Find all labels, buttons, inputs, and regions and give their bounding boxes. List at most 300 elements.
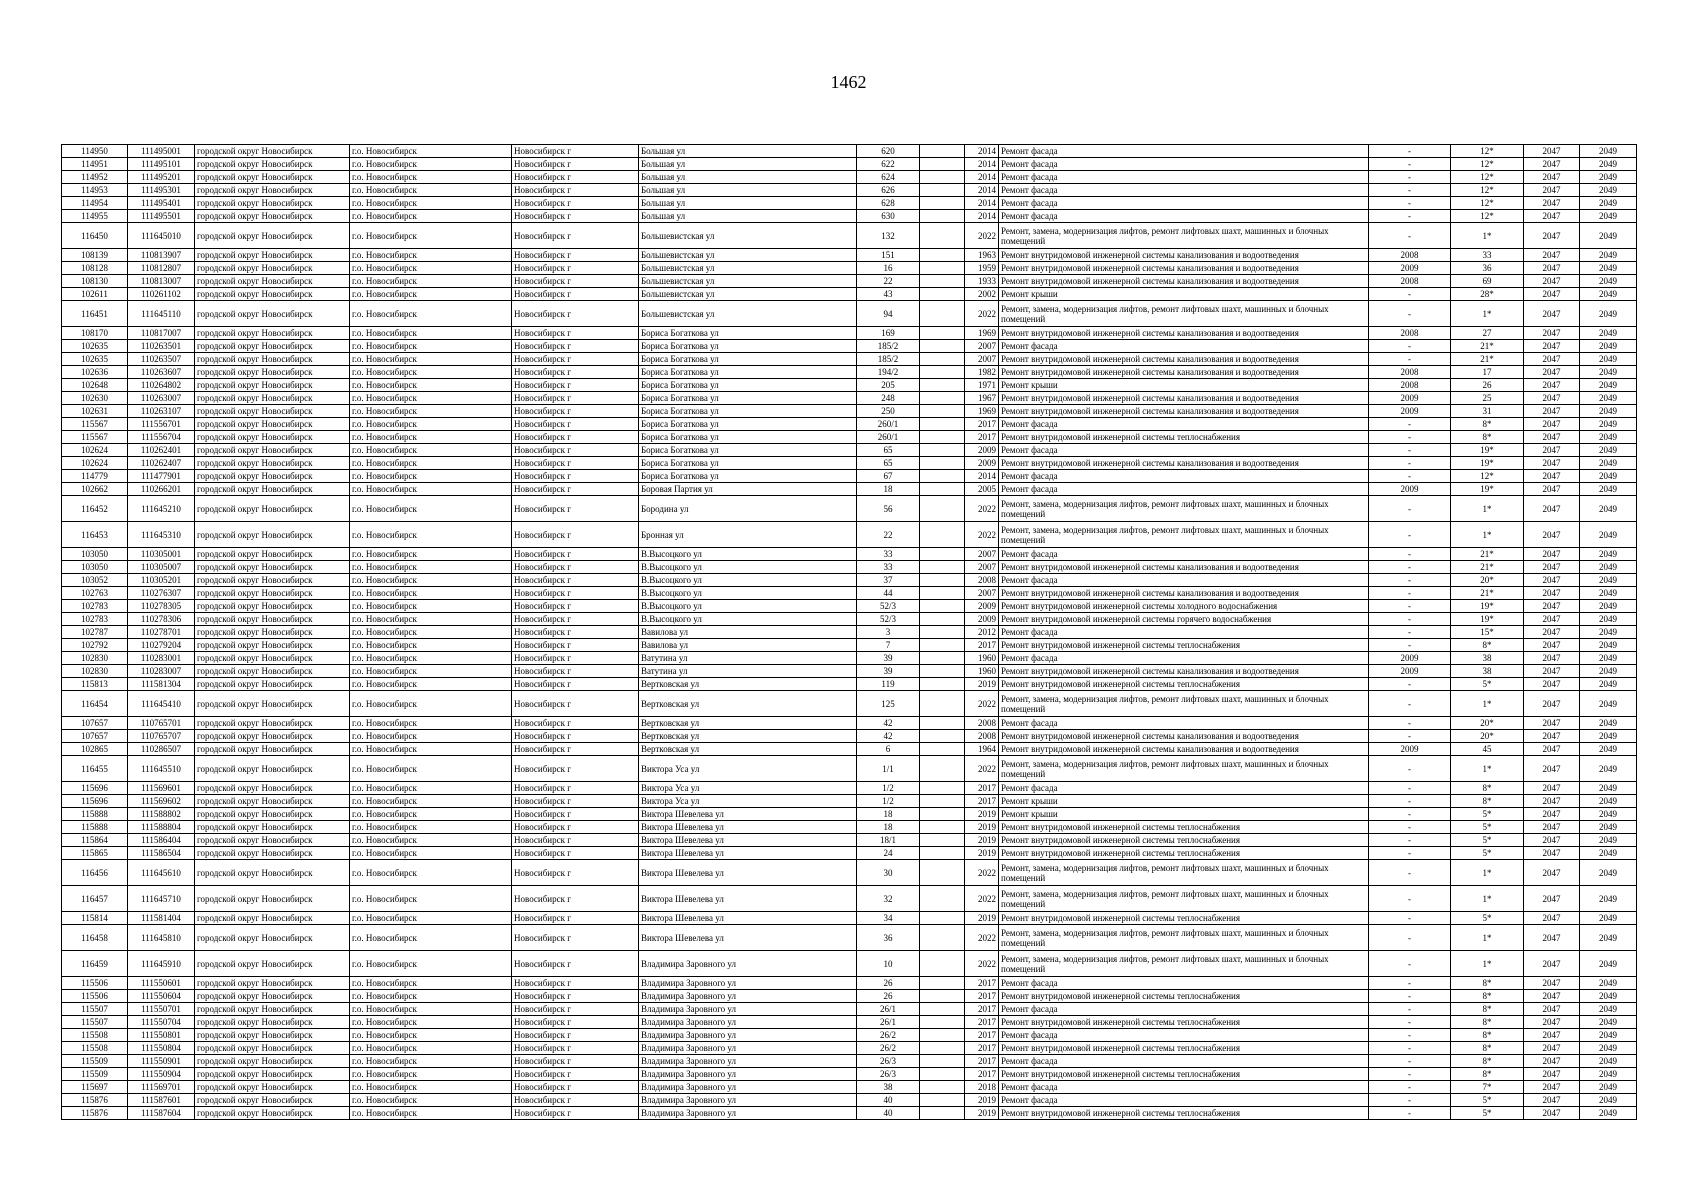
start-year-cell: 2047 <box>1524 795 1580 808</box>
city-cell: Новосибирск г <box>512 470 639 483</box>
house-number-cell: 18 <box>857 483 920 496</box>
building-cell <box>920 691 965 717</box>
street-cell: Владимира Заровного ул <box>639 1042 857 1055</box>
work-type-cell: Ремонт фасада <box>999 548 1369 561</box>
wear-cell: 5* <box>1451 678 1524 691</box>
start-year-cell: 2047 <box>1524 886 1580 912</box>
street-cell: Виктора Шевелева ул <box>639 808 857 821</box>
last-repair-year-cell: - <box>1369 184 1451 197</box>
start-year-cell: 2047 <box>1524 1068 1580 1081</box>
house-number-cell: 56 <box>857 496 920 522</box>
year-cell: 2019 <box>965 821 999 834</box>
work-type-cell: Ремонт внутридомовой инженерной системы канализования и водоотведения <box>999 457 1369 470</box>
table-row <box>62 1029 1637 1042</box>
year-cell: 2019 <box>965 847 999 860</box>
city-cell: Новосибирск г <box>512 1094 639 1107</box>
city-cell: Новосибирск г <box>512 457 639 470</box>
end-year-cell: 2049 <box>1580 340 1637 353</box>
district-cell: г.о. Новосибирск <box>350 483 512 496</box>
house-number-cell: 36 <box>857 925 920 951</box>
work-type-cell: Ремонт фасада <box>999 483 1369 496</box>
start-year-cell: 2047 <box>1524 1016 1580 1029</box>
city-cell: Новосибирск г <box>512 1042 639 1055</box>
house-number-cell: 24 <box>857 847 920 860</box>
municipality-cell: городской округ Новосибирск <box>195 301 350 327</box>
last-repair-year-cell: - <box>1369 951 1451 977</box>
building-cell <box>920 158 965 171</box>
district-cell: г.о. Новосибирск <box>350 1094 512 1107</box>
street-cell: Большевистская ул <box>639 275 857 288</box>
last-repair-year-cell: - <box>1369 782 1451 795</box>
work-type-cell: Ремонт, замена, модернизация лифтов, ремонт лифтовых шахт, машинных и блочных помещений <box>999 756 1369 782</box>
street-cell: В.Высоцкого ул <box>639 587 857 600</box>
start-year-cell: 2047 <box>1524 392 1580 405</box>
table-row <box>62 1081 1637 1094</box>
municipality-cell: городской округ Новосибирск <box>195 951 350 977</box>
street-cell: Владимира Заровного ул <box>639 1068 857 1081</box>
year-cell: 2014 <box>965 184 999 197</box>
house-number-cell: 260/1 <box>857 431 920 444</box>
house-number-cell: 40 <box>857 1107 920 1120</box>
start-year-cell: 2047 <box>1524 418 1580 431</box>
street-cell: Бориса Богаткова ул <box>639 379 857 392</box>
work-type-cell: Ремонт фасада <box>999 210 1369 223</box>
year-cell: 2017 <box>965 795 999 808</box>
house-id-cell: 115888 <box>62 808 128 821</box>
record-id-cell: 111550901 <box>128 1055 195 1068</box>
house-number-cell: 132 <box>857 223 920 249</box>
table-row <box>62 249 1637 262</box>
municipality-cell: городской округ Новосибирск <box>195 197 350 210</box>
house-number-cell: 39 <box>857 652 920 665</box>
work-type-cell: Ремонт фасада <box>999 418 1369 431</box>
house-id-cell: 102783 <box>62 600 128 613</box>
start-year-cell: 2047 <box>1524 808 1580 821</box>
record-id-cell: 110765701 <box>128 717 195 730</box>
city-cell: Новосибирск г <box>512 821 639 834</box>
city-cell: Новосибирск г <box>512 639 639 652</box>
building-cell <box>920 171 965 184</box>
last-repair-year-cell: - <box>1369 990 1451 1003</box>
end-year-cell: 2049 <box>1580 353 1637 366</box>
street-cell: Бориса Богаткова ул <box>639 353 857 366</box>
table-row <box>62 665 1637 678</box>
house-id-cell: 102635 <box>62 353 128 366</box>
year-cell: 2014 <box>965 158 999 171</box>
wear-cell: 26 <box>1451 379 1524 392</box>
start-year-cell: 2047 <box>1524 262 1580 275</box>
work-type-cell: Ремонт внутридомовой инженерной системы канализования и водоотведения <box>999 249 1369 262</box>
house-id-cell: 116458 <box>62 925 128 951</box>
building-cell <box>920 1003 965 1016</box>
house-id-cell: 114952 <box>62 171 128 184</box>
building-cell <box>920 652 965 665</box>
end-year-cell: 2049 <box>1580 1107 1637 1120</box>
table-row <box>62 483 1637 496</box>
wear-cell: 1* <box>1451 756 1524 782</box>
end-year-cell: 2049 <box>1580 275 1637 288</box>
table-row <box>62 301 1637 327</box>
building-cell <box>920 574 965 587</box>
start-year-cell: 2047 <box>1524 197 1580 210</box>
end-year-cell: 2049 <box>1580 184 1637 197</box>
municipality-cell: городской округ Новосибирск <box>195 587 350 600</box>
municipality-cell: городской округ Новосибирск <box>195 886 350 912</box>
last-repair-year-cell: - <box>1369 431 1451 444</box>
street-cell: Владимира Заровного ул <box>639 977 857 990</box>
municipality-cell: городской округ Новосибирск <box>195 626 350 639</box>
street-cell: Большая ул <box>639 158 857 171</box>
table-row <box>62 496 1637 522</box>
record-id-cell: 110262401 <box>128 444 195 457</box>
municipality-cell: городской округ Новосибирск <box>195 418 350 431</box>
street-cell: Большая ул <box>639 210 857 223</box>
last-repair-year-cell: - <box>1369 1107 1451 1120</box>
street-cell: В.Высоцкого ул <box>639 613 857 626</box>
last-repair-year-cell: - <box>1369 548 1451 561</box>
building-cell <box>920 951 965 977</box>
house-id-cell: 102631 <box>62 405 128 418</box>
year-cell: 2007 <box>965 561 999 574</box>
street-cell: Вертковская ул <box>639 678 857 691</box>
district-cell: г.о. Новосибирск <box>350 171 512 184</box>
year-cell: 2022 <box>965 223 999 249</box>
city-cell: Новосибирск г <box>512 548 639 561</box>
street-cell: Виктора Уса ул <box>639 756 857 782</box>
end-year-cell: 2049 <box>1580 847 1637 860</box>
street-cell: В.Высоцкого ул <box>639 574 857 587</box>
district-cell: г.о. Новосибирск <box>350 691 512 717</box>
end-year-cell: 2049 <box>1580 795 1637 808</box>
municipality-cell: городской округ Новосибирск <box>195 470 350 483</box>
district-cell: г.о. Новосибирск <box>350 756 512 782</box>
end-year-cell: 2049 <box>1580 301 1637 327</box>
municipality-cell: городской округ Новосибирск <box>195 379 350 392</box>
last-repair-year-cell: - <box>1369 730 1451 743</box>
district-cell: г.о. Новосибирск <box>350 275 512 288</box>
building-cell <box>920 1094 965 1107</box>
district-cell: г.о. Новосибирск <box>350 665 512 678</box>
year-cell: 2017 <box>965 1068 999 1081</box>
year-cell: 2017 <box>965 639 999 652</box>
city-cell: Новосибирск г <box>512 197 639 210</box>
house-number-cell: 18/1 <box>857 834 920 847</box>
house-number-cell: 125 <box>857 691 920 717</box>
work-type-cell: Ремонт крыши <box>999 288 1369 301</box>
wear-cell: 1* <box>1451 691 1524 717</box>
last-repair-year-cell: - <box>1369 639 1451 652</box>
municipality-cell: городской округ Новосибирск <box>195 821 350 834</box>
work-type-cell: Ремонт внутридомовой инженерной системы канализования и водоотведения <box>999 392 1369 405</box>
record-id-cell: 111550801 <box>128 1029 195 1042</box>
municipality-cell: городской округ Новосибирск <box>195 483 350 496</box>
district-cell: г.о. Новосибирск <box>350 821 512 834</box>
city-cell: Новосибирск г <box>512 210 639 223</box>
year-cell: 2022 <box>965 951 999 977</box>
house-number-cell: 624 <box>857 171 920 184</box>
record-id-cell: 111569701 <box>128 1081 195 1094</box>
house-id-cell: 115813 <box>62 678 128 691</box>
street-cell: Бориса Богаткова ул <box>639 418 857 431</box>
table-row <box>62 522 1637 548</box>
house-number-cell: 65 <box>857 444 920 457</box>
work-type-cell: Ремонт фасада <box>999 652 1369 665</box>
record-id-cell: 111645610 <box>128 860 195 886</box>
building-cell <box>920 431 965 444</box>
street-cell: Большевистская ул <box>639 288 857 301</box>
municipality-cell: городской округ Новосибирск <box>195 860 350 886</box>
city-cell: Новосибирск г <box>512 483 639 496</box>
district-cell: г.о. Новосибирск <box>350 743 512 756</box>
record-id-cell: 111645010 <box>128 223 195 249</box>
building-cell <box>920 639 965 652</box>
end-year-cell: 2049 <box>1580 626 1637 639</box>
end-year-cell: 2049 <box>1580 210 1637 223</box>
district-cell: г.о. Новосибирск <box>350 496 512 522</box>
house-id-cell: 107657 <box>62 730 128 743</box>
start-year-cell: 2047 <box>1524 977 1580 990</box>
wear-cell: 12* <box>1451 197 1524 210</box>
wear-cell: 21* <box>1451 340 1524 353</box>
record-id-cell: 110305001 <box>128 548 195 561</box>
end-year-cell: 2049 <box>1580 1029 1637 1042</box>
municipality-cell: городской округ Новосибирск <box>195 613 350 626</box>
record-id-cell: 111587604 <box>128 1107 195 1120</box>
building-cell <box>920 1055 965 1068</box>
house-number-cell: 10 <box>857 951 920 977</box>
house-id-cell: 102648 <box>62 379 128 392</box>
start-year-cell: 2047 <box>1524 288 1580 301</box>
district-cell: г.о. Новосибирск <box>350 1016 512 1029</box>
table-body <box>62 145 1637 1120</box>
district-cell: г.о. Новосибирск <box>350 782 512 795</box>
house-number-cell: 43 <box>857 288 920 301</box>
wear-cell: 20* <box>1451 717 1524 730</box>
end-year-cell: 2049 <box>1580 756 1637 782</box>
house-number-cell: 52/3 <box>857 600 920 613</box>
house-number-cell: 630 <box>857 210 920 223</box>
building-cell <box>920 548 965 561</box>
year-cell: 2007 <box>965 353 999 366</box>
district-cell: г.о. Новосибирск <box>350 145 512 158</box>
start-year-cell: 2047 <box>1524 171 1580 184</box>
start-year-cell: 2047 <box>1524 925 1580 951</box>
year-cell: 2019 <box>965 834 999 847</box>
building-cell <box>920 821 965 834</box>
municipality-cell: городской округ Новосибирск <box>195 561 350 574</box>
building-cell <box>920 262 965 275</box>
end-year-cell: 2049 <box>1580 1055 1637 1068</box>
building-cell <box>920 665 965 678</box>
district-cell: г.о. Новосибирск <box>350 1107 512 1120</box>
year-cell: 2022 <box>965 301 999 327</box>
last-repair-year-cell: - <box>1369 522 1451 548</box>
house-number-cell: 30 <box>857 860 920 886</box>
street-cell: Виктора Шевелева ул <box>639 834 857 847</box>
house-number-cell: 620 <box>857 145 920 158</box>
district-cell: г.о. Новосибирск <box>350 470 512 483</box>
city-cell: Новосибирск г <box>512 717 639 730</box>
wear-cell: 5* <box>1451 808 1524 821</box>
house-number-cell: 33 <box>857 548 920 561</box>
end-year-cell: 2049 <box>1580 1042 1637 1055</box>
municipality-cell: городской округ Новосибирск <box>195 405 350 418</box>
street-cell: Бориса Богаткова ул <box>639 431 857 444</box>
building-cell <box>920 860 965 886</box>
municipality-cell: городской округ Новосибирск <box>195 847 350 860</box>
city-cell: Новосибирск г <box>512 223 639 249</box>
wear-cell: 20* <box>1451 574 1524 587</box>
house-id-cell: 114953 <box>62 184 128 197</box>
work-type-cell: Ремонт, замена, модернизация лифтов, ремонт лифтовых шахт, машинных и блочных помещений <box>999 886 1369 912</box>
record-id-cell: 110261102 <box>128 288 195 301</box>
house-number-cell: 622 <box>857 158 920 171</box>
table-row <box>62 353 1637 366</box>
year-cell: 2022 <box>965 691 999 717</box>
city-cell: Новосибирск г <box>512 847 639 860</box>
house-id-cell: 102763 <box>62 587 128 600</box>
start-year-cell: 2047 <box>1524 366 1580 379</box>
district-cell: г.о. Новосибирск <box>350 951 512 977</box>
last-repair-year-cell: - <box>1369 925 1451 951</box>
start-year-cell: 2047 <box>1524 483 1580 496</box>
work-type-cell: Ремонт внутридомовой инженерной системы канализования и водоотведения <box>999 262 1369 275</box>
street-cell: Ватутина ул <box>639 652 857 665</box>
end-year-cell: 2049 <box>1580 379 1637 392</box>
record-id-cell: 110305201 <box>128 574 195 587</box>
wear-cell: 12* <box>1451 184 1524 197</box>
house-number-cell: 22 <box>857 275 920 288</box>
last-repair-year-cell: - <box>1369 847 1451 860</box>
house-number-cell: 40 <box>857 1094 920 1107</box>
work-type-cell: Ремонт, замена, модернизация лифтов, ремонт лифтовых шахт, машинных и блочных помещений <box>999 301 1369 327</box>
house-id-cell: 102636 <box>62 366 128 379</box>
record-id-cell: 111495201 <box>128 171 195 184</box>
district-cell: г.о. Новосибирск <box>350 808 512 821</box>
table-row <box>62 561 1637 574</box>
record-id-cell: 111645710 <box>128 886 195 912</box>
house-id-cell: 108139 <box>62 249 128 262</box>
last-repair-year-cell: 2008 <box>1369 379 1451 392</box>
year-cell: 1967 <box>965 392 999 405</box>
street-cell: Владимира Заровного ул <box>639 1094 857 1107</box>
building-cell <box>920 782 965 795</box>
year-cell: 1964 <box>965 743 999 756</box>
wear-cell: 1* <box>1451 886 1524 912</box>
house-number-cell: 67 <box>857 470 920 483</box>
start-year-cell: 2047 <box>1524 1003 1580 1016</box>
city-cell: Новосибирск г <box>512 886 639 912</box>
city-cell: Новосибирск г <box>512 340 639 353</box>
city-cell: Новосибирск г <box>512 1029 639 1042</box>
municipality-cell: городской округ Новосибирск <box>195 548 350 561</box>
end-year-cell: 2049 <box>1580 782 1637 795</box>
municipality-cell: городской округ Новосибирск <box>195 574 350 587</box>
street-cell: Владимира Заровного ул <box>639 1003 857 1016</box>
house-id-cell: 102635 <box>62 340 128 353</box>
year-cell: 2017 <box>965 1055 999 1068</box>
wear-cell: 5* <box>1451 847 1524 860</box>
record-id-cell: 111495101 <box>128 158 195 171</box>
building-cell <box>920 184 965 197</box>
street-cell: Большевистская ул <box>639 249 857 262</box>
district-cell: г.о. Новосибирск <box>350 418 512 431</box>
house-id-cell: 102611 <box>62 288 128 301</box>
record-id-cell: 110263007 <box>128 392 195 405</box>
record-id-cell: 110812807 <box>128 262 195 275</box>
work-type-cell: Ремонт внутридомовой инженерной системы теплоснабжения <box>999 1068 1369 1081</box>
table-row <box>62 678 1637 691</box>
end-year-cell: 2049 <box>1580 1003 1637 1016</box>
end-year-cell: 2049 <box>1580 730 1637 743</box>
house-number-cell: 151 <box>857 249 920 262</box>
district-cell: г.о. Новосибирск <box>350 639 512 652</box>
district-cell: г.о. Новосибирск <box>350 587 512 600</box>
street-cell: Владимира Заровного ул <box>639 951 857 977</box>
building-cell <box>920 587 965 600</box>
house-number-cell: 628 <box>857 197 920 210</box>
work-type-cell: Ремонт внутридомовой инженерной системы теплоснабжения <box>999 1016 1369 1029</box>
district-cell: г.о. Новосибирск <box>350 834 512 847</box>
house-number-cell: 119 <box>857 678 920 691</box>
work-type-cell: Ремонт, замена, модернизация лифтов, ремонт лифтовых шахт, машинных и блочных помещений <box>999 925 1369 951</box>
building-cell <box>920 626 965 639</box>
year-cell: 1969 <box>965 327 999 340</box>
work-type-cell: Ремонт внутридомовой инженерной системы канализования и водоотведения <box>999 405 1369 418</box>
wear-cell: 12* <box>1451 145 1524 158</box>
table-row <box>62 184 1637 197</box>
city-cell: Новосибирск г <box>512 860 639 886</box>
table-row <box>62 600 1637 613</box>
year-cell: 2017 <box>965 1042 999 1055</box>
street-cell: В.Высоцкого ул <box>639 548 857 561</box>
last-repair-year-cell: 2008 <box>1369 327 1451 340</box>
house-id-cell: 114951 <box>62 158 128 171</box>
end-year-cell: 2049 <box>1580 548 1637 561</box>
start-year-cell: 2047 <box>1524 327 1580 340</box>
house-id-cell: 108130 <box>62 275 128 288</box>
last-repair-year-cell: 2009 <box>1369 392 1451 405</box>
district-cell: г.о. Новосибирск <box>350 912 512 925</box>
work-type-cell: Ремонт фасада <box>999 470 1369 483</box>
house-number-cell: 39 <box>857 665 920 678</box>
work-type-cell: Ремонт фасада <box>999 1094 1369 1107</box>
building-cell <box>920 392 965 405</box>
wear-cell: 12* <box>1451 158 1524 171</box>
municipality-cell: городской округ Новосибирск <box>195 171 350 184</box>
building-cell <box>920 496 965 522</box>
district-cell: г.о. Новосибирск <box>350 444 512 457</box>
table-row <box>62 730 1637 743</box>
record-id-cell: 110263501 <box>128 340 195 353</box>
work-type-cell: Ремонт фасада <box>999 717 1369 730</box>
street-cell: Вавилова ул <box>639 639 857 652</box>
year-cell: 2009 <box>965 613 999 626</box>
record-id-cell: 111645110 <box>128 301 195 327</box>
table-row <box>62 782 1637 795</box>
end-year-cell: 2049 <box>1580 418 1637 431</box>
house-number-cell: 26/2 <box>857 1029 920 1042</box>
municipality-cell: городской округ Новосибирск <box>195 275 350 288</box>
municipality-cell: городской округ Новосибирск <box>195 1055 350 1068</box>
street-cell: Бориса Богаткова ул <box>639 405 857 418</box>
city-cell: Новосибирск г <box>512 782 639 795</box>
start-year-cell: 2047 <box>1524 613 1580 626</box>
start-year-cell: 2047 <box>1524 444 1580 457</box>
district-cell: г.о. Новосибирск <box>350 262 512 275</box>
table-row <box>62 405 1637 418</box>
record-id-cell: 111586404 <box>128 834 195 847</box>
